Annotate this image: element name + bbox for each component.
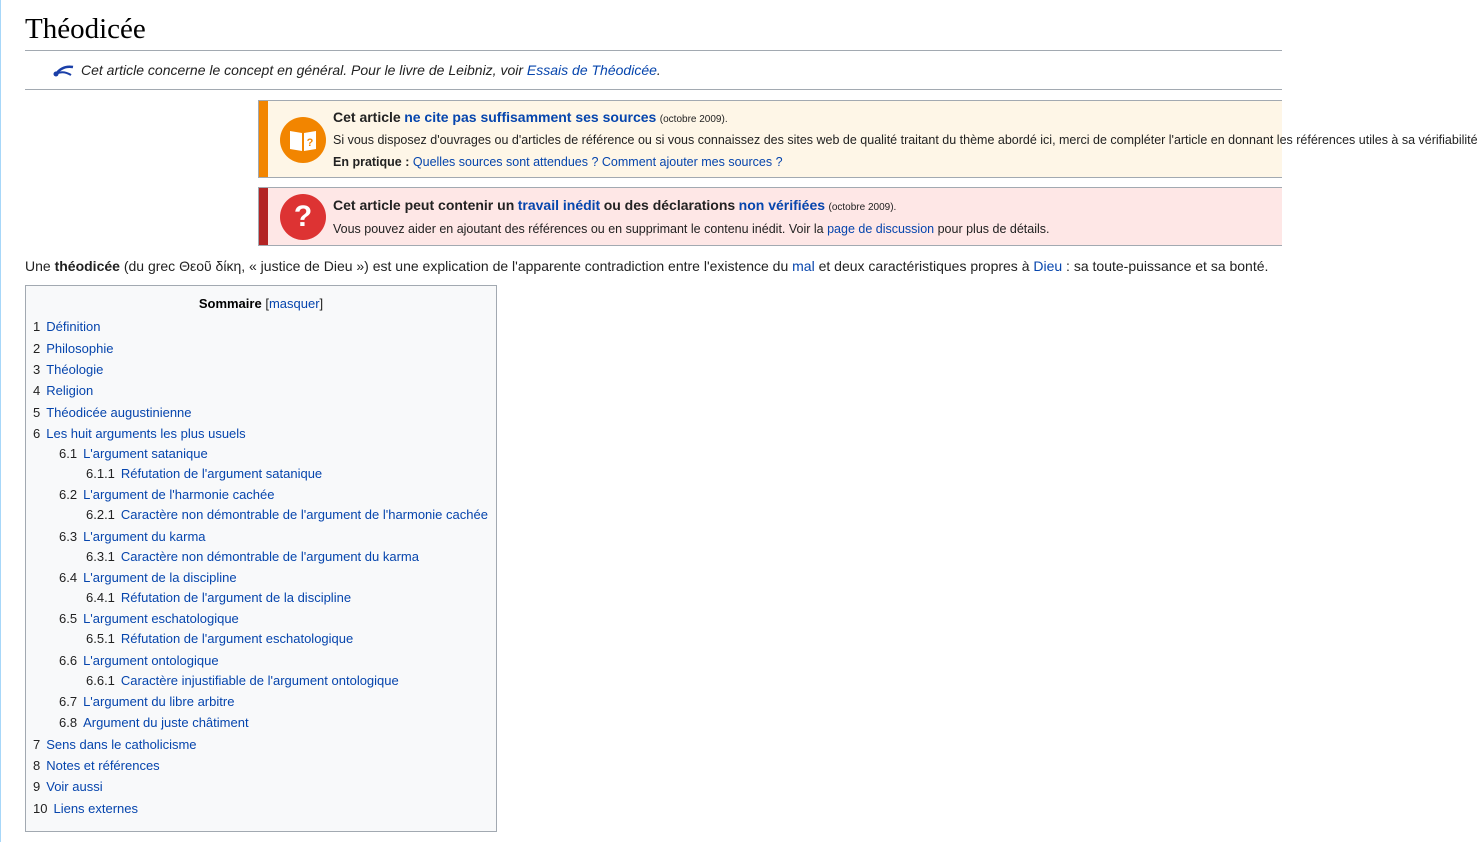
toc-item-number: 6.5.1 [86, 631, 115, 646]
toc-item-number: 6.2.1 [86, 507, 115, 522]
toc-item-number: 5 [33, 405, 41, 420]
book-question-icon [280, 117, 326, 163]
toc-item-link[interactable]: Caractère non démontrable de l'argument de l'harmonie cachée [120, 507, 488, 522]
toc-item-link[interactable]: L'argument de la discipline [83, 570, 237, 585]
hatnote-divider [25, 89, 1282, 90]
toc-item-number: 10 [33, 801, 48, 816]
toc-item[interactable] [86, 549, 419, 565]
toc-item[interactable] [33, 801, 138, 817]
banner-inedit-line2-pre: Vous pouvez aider en ajoutant des références ou en supprimant le contenu inédit. Voir la [333, 222, 824, 236]
toc-item-number: 6.3 [59, 529, 78, 544]
toc-item-number: 9 [33, 779, 41, 794]
toc-item-link[interactable]: Définition [46, 319, 101, 334]
toc-item-number: 6.6 [59, 653, 78, 668]
banner-inedit-link-travail[interactable]: travail inédit [517, 197, 601, 213]
toc-item[interactable] [33, 341, 113, 357]
lead-text-4: : sa toute-puissance et sa bonté. [1062, 258, 1269, 274]
toc-item-link[interactable]: Théodicée augustinienne [46, 405, 192, 420]
toc-toggle-close: ] [319, 296, 324, 311]
toc-toggle-button[interactable]: masquer [268, 296, 320, 311]
toc-item-link[interactable]: L'argument du libre arbitre [83, 694, 235, 709]
toc-item-link[interactable]: L'argument de l'harmonie cachée [83, 487, 275, 502]
toc-title: Sommaire [198, 296, 262, 311]
hatnote [53, 62, 661, 78]
toc-item-number: 6 [33, 426, 41, 441]
toc-item-link[interactable]: Réfutation de l'argument eschatologique [120, 631, 354, 646]
toc-item-number: 6.1 [59, 446, 78, 461]
toc-item-number: 8 [33, 758, 41, 773]
toc-item-link[interactable]: Voir aussi [46, 779, 103, 794]
hatnote-link-essais[interactable]: Essais de Théodicée [526, 62, 657, 78]
title-divider [25, 50, 1282, 51]
disambiguation-arrow-icon [53, 63, 75, 77]
toc-item[interactable] [86, 466, 322, 482]
banner-sources-date: (octobre 2009). [659, 114, 728, 125]
lead-link-mal[interactable]: mal [792, 258, 815, 274]
toc-item-number: 3 [33, 362, 41, 377]
toc-item[interactable] [59, 570, 237, 586]
toc-item[interactable] [59, 446, 208, 462]
toc-item-number: 6.4 [59, 570, 78, 585]
toc-item-number: 6.6.1 [86, 673, 115, 688]
banner-sources-line3 [333, 151, 1282, 173]
toc-item[interactable] [86, 590, 351, 606]
toc-item-link[interactable]: Notes et références [46, 758, 160, 773]
toc-item[interactable] [33, 383, 93, 399]
toc-item-number: 4 [33, 383, 41, 398]
page-title: Théodicée [25, 13, 146, 45]
banner-inedit-date: (octobre 2009). [828, 202, 897, 213]
toc-item[interactable] [33, 405, 192, 421]
toc-item-number: 6.4.1 [86, 590, 115, 605]
banner-inedit-line2-post: pour plus de détails. [937, 222, 1050, 236]
banner-inedit-line2 [333, 218, 1282, 240]
banner-sources-line1 [333, 106, 1282, 131]
toc-item[interactable] [86, 673, 399, 689]
toc-item-link[interactable]: Philosophie [46, 341, 114, 356]
lead-paragraph [25, 258, 1268, 274]
banner-inedit-middle: ou des déclarations [603, 197, 736, 213]
toc-item-link[interactable]: Argument du juste châtiment [83, 715, 249, 730]
banner-sources-accent [259, 101, 268, 177]
toc-item-number: 2 [33, 341, 41, 356]
banner-inedit-link-discussion[interactable]: page de discussion [827, 222, 935, 236]
banner-inedit-line1 [333, 194, 1282, 219]
svg-text:?: ? [306, 137, 314, 149]
question-mark-icon: ? [280, 194, 326, 240]
toc-item-number: 6.1.1 [86, 466, 115, 481]
toc-item[interactable] [86, 507, 488, 523]
toc-item[interactable] [59, 611, 239, 627]
table-of-contents [25, 285, 497, 832]
banner-sources-link-quelles[interactable]: Quelles sources sont attendues ? [412, 155, 599, 169]
toc-item-link[interactable]: Réfutation de l'argument de la discipline [120, 590, 352, 605]
toc-item-number: 6.3.1 [86, 549, 115, 564]
toc-item-link[interactable]: Théologie [46, 362, 104, 377]
toc-item[interactable] [59, 487, 275, 503]
lead-text-1: Une [25, 258, 55, 274]
banner-sources-prefix: Cet article [333, 109, 401, 125]
toc-item[interactable] [59, 529, 206, 545]
toc-item[interactable] [59, 653, 219, 669]
banner-inedit-prefix: Cet article peut contenir un [333, 197, 515, 213]
toc-item-link[interactable]: Religion [46, 383, 94, 398]
toc-item-link[interactable]: L'argument satanique [83, 446, 208, 461]
hatnote-end: . [656, 62, 661, 78]
toc-item-link[interactable]: Liens externes [53, 801, 139, 816]
banner-inedit [258, 187, 1282, 246]
toc-item-link[interactable]: Caractère injustifiable de l'argument ontologique [120, 673, 399, 688]
toc-item-link[interactable]: Sens dans le catholicisme [46, 737, 197, 752]
toc-item[interactable] [33, 737, 197, 753]
banner-inedit-link-nonverifiees[interactable]: non vérifiées [738, 197, 826, 213]
toc-item[interactable] [59, 694, 234, 710]
toc-item-link[interactable]: L'argument du karma [83, 529, 206, 544]
toc-item-number: 6.5 [59, 611, 78, 626]
toc-item[interactable] [33, 426, 246, 442]
toc-item[interactable] [33, 758, 160, 774]
toc-item-link[interactable]: L'argument eschatologique [83, 611, 239, 626]
toc-item[interactable] [59, 715, 249, 731]
banner-sources [258, 100, 1478, 178]
banner-sources-line2: Si vous disposez d'ouvrages ou d'articles de référence ou si vous connaissez des sites web de qualité traitant du thème abordé ici, merci de compléter l'article en donnant les références utiles à sa vérifiabilité [333, 133, 1478, 147]
lead-link-dieu[interactable]: Dieu [1033, 258, 1063, 274]
toc-item[interactable] [33, 362, 103, 378]
toc-item-link[interactable]: Les huit arguments les plus usuels [46, 426, 246, 441]
content-left-border [0, 0, 1, 842]
toc-item[interactable] [33, 779, 103, 795]
banner-sources-pratique-label: En pratique : [333, 155, 410, 169]
banner-sources-link-comment[interactable]: Comment ajouter mes sources ? [601, 155, 783, 169]
toc-item-number: 7 [33, 737, 41, 752]
toc-item[interactable] [33, 319, 100, 335]
toc-item[interactable] [86, 631, 353, 647]
toc-item-number: 1 [33, 319, 41, 334]
toc-item-link[interactable]: L'argument ontologique [83, 653, 219, 668]
toc-item-number: 6.2 [59, 487, 78, 502]
lead-bold-term: théodicée [54, 258, 120, 274]
toc-item-number: 6.8 [59, 715, 78, 730]
toc-toggle-open: [ [265, 296, 269, 311]
toc-item-link[interactable]: Caractère non démontrable de l'argument du karma [120, 549, 419, 564]
lead-text-3: et deux caractéristiques propres à [814, 258, 1034, 274]
hatnote-text: Cet article concerne le concept en général. Pour le livre de Leibniz, voir [81, 62, 527, 78]
banner-inedit-accent [259, 188, 268, 245]
toc-header [26, 296, 496, 311]
toc-item-number: 6.7 [59, 694, 78, 709]
toc-item-link[interactable]: Réfutation de l'argument satanique [120, 466, 323, 481]
banner-sources-link[interactable]: ne cite pas suffisamment ses sources [404, 109, 657, 125]
lead-text-2: (du grec Θεοῦ δίκη, « justice de Dieu ») est une explication de l'apparente contradiction entre l'existence du [119, 258, 793, 274]
